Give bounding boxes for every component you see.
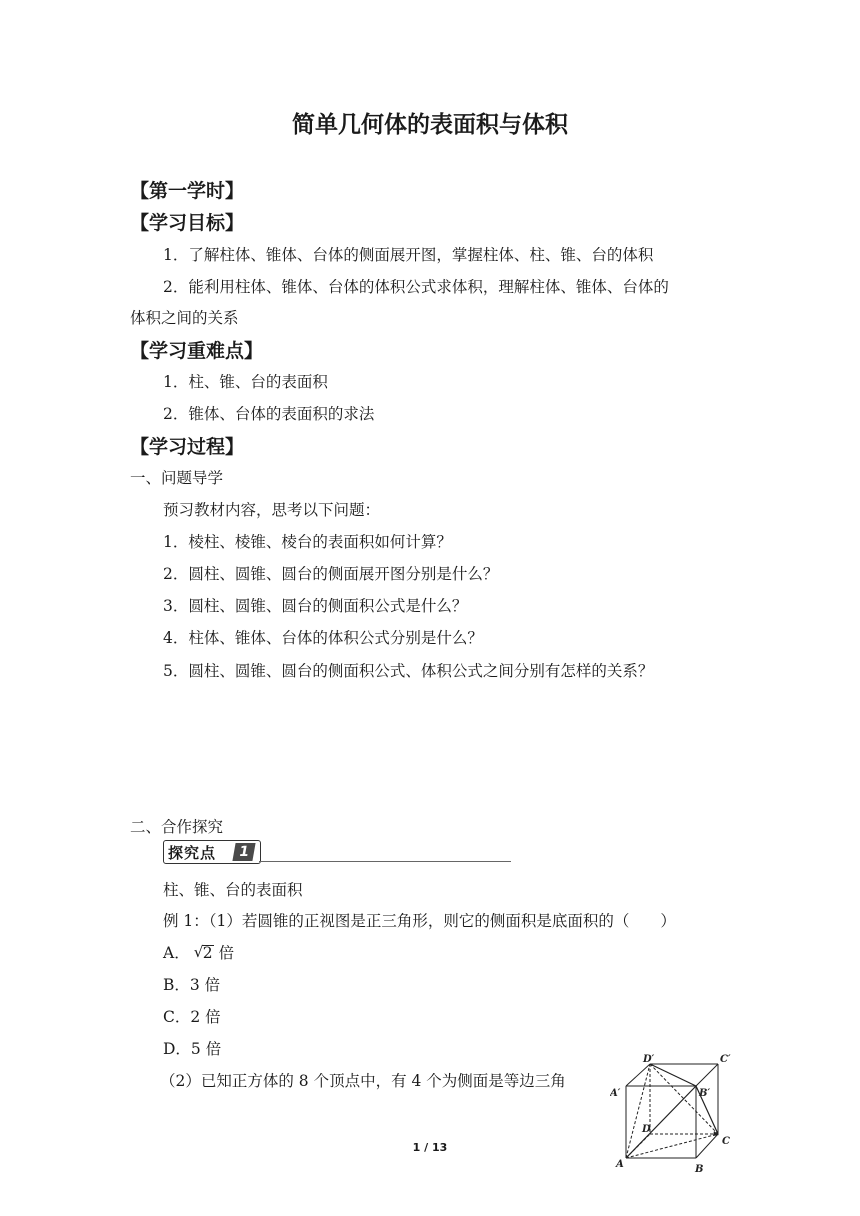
label-a1: A′ [610,1088,621,1099]
lesson-heading: 【第一学时】 [130,180,245,202]
key-2: 2．锥体、台体的表面积的求法 [163,405,375,423]
badge-underline [259,861,511,862]
goal-1: 1．了解柱体、锥体、台体的侧面展开图，掌握柱体、柱、锥、台的体积 [163,246,654,264]
option-a-suffix: 倍 [218,944,235,962]
part2-heading: 二、合作探究 [130,818,224,836]
cube-diagram [610,1052,740,1182]
option-b: B．3 倍 [163,976,221,994]
part1-heading: 一、问题导学 [130,469,224,487]
sqrt-expression [194,944,213,962]
page-title: 简单几何体的表面积与体积 [292,112,568,138]
sqrt-sign-icon: √ [193,943,204,961]
badge-number: 1 [232,843,255,861]
page-number: 1 / 13 [412,1141,448,1154]
label-d1: D′ [643,1054,655,1065]
question-2: 2．圆柱、圆锥、圆台的侧面展开图分别是什么？ [163,565,499,583]
badge-label: 探究点 [168,844,217,862]
label-b: B [695,1164,704,1175]
part1-intro: 预习教材内容，思考以下问题： [163,501,381,519]
process-heading: 【学习过程】 [130,436,245,458]
edge-d1-b1 [650,1064,696,1086]
label-b1: B′ [699,1088,711,1099]
question-3: 3．圆柱、圆锥、圆台的侧面积公式是什么？ [163,597,468,615]
label-c: C [722,1136,730,1147]
sqrt-overline [202,945,214,946]
goal-2-line2: 体积之间的关系 [130,309,239,327]
badge-frame [163,840,261,864]
explore-point-badge [163,840,511,864]
goal-2-line1: 2．能利用柱体、锥体、台体的体积公式求体积，理解柱体、锥体、台体的 [163,278,669,296]
key-heading: 【学习重难点】 [130,340,264,362]
question-1: 1．棱柱、棱锥、棱台的表面积如何计算？ [163,533,452,551]
edge-a1-d1 [626,1064,650,1086]
sqrt-radicand: 2 [202,944,213,962]
option-a-prefix: A． [163,944,190,962]
option-c: C．2 倍 [163,1008,221,1026]
label-d: D [642,1124,651,1135]
label-a: A [616,1159,624,1170]
edge-b1-c1 [696,1064,718,1086]
topic-label: 柱、锥、台的表面积 [163,881,303,899]
question-5: 5．圆柱、圆锥、圆台的侧面积公式、体积公式之间分别有怎样的关系？ [163,662,654,680]
question-4: 4．柱体、锥体、台体的体积公式分别是什么？ [163,629,483,647]
key-1: 1．柱、锥、台的表面积 [163,373,328,391]
question-2-text: （2）已知正方体的 8 个顶点中，有 4 个为侧面是等边三角 [160,1072,566,1090]
option-d: D．5 倍 [163,1040,222,1058]
label-c1: C′ [720,1054,731,1065]
goals-heading: 【学习目标】 [130,212,245,234]
example-1: 例 1：（1）若圆锥的正视图是正三角形，则它的侧面积是底面积的（ ） [163,912,676,930]
option-a [163,941,234,963]
